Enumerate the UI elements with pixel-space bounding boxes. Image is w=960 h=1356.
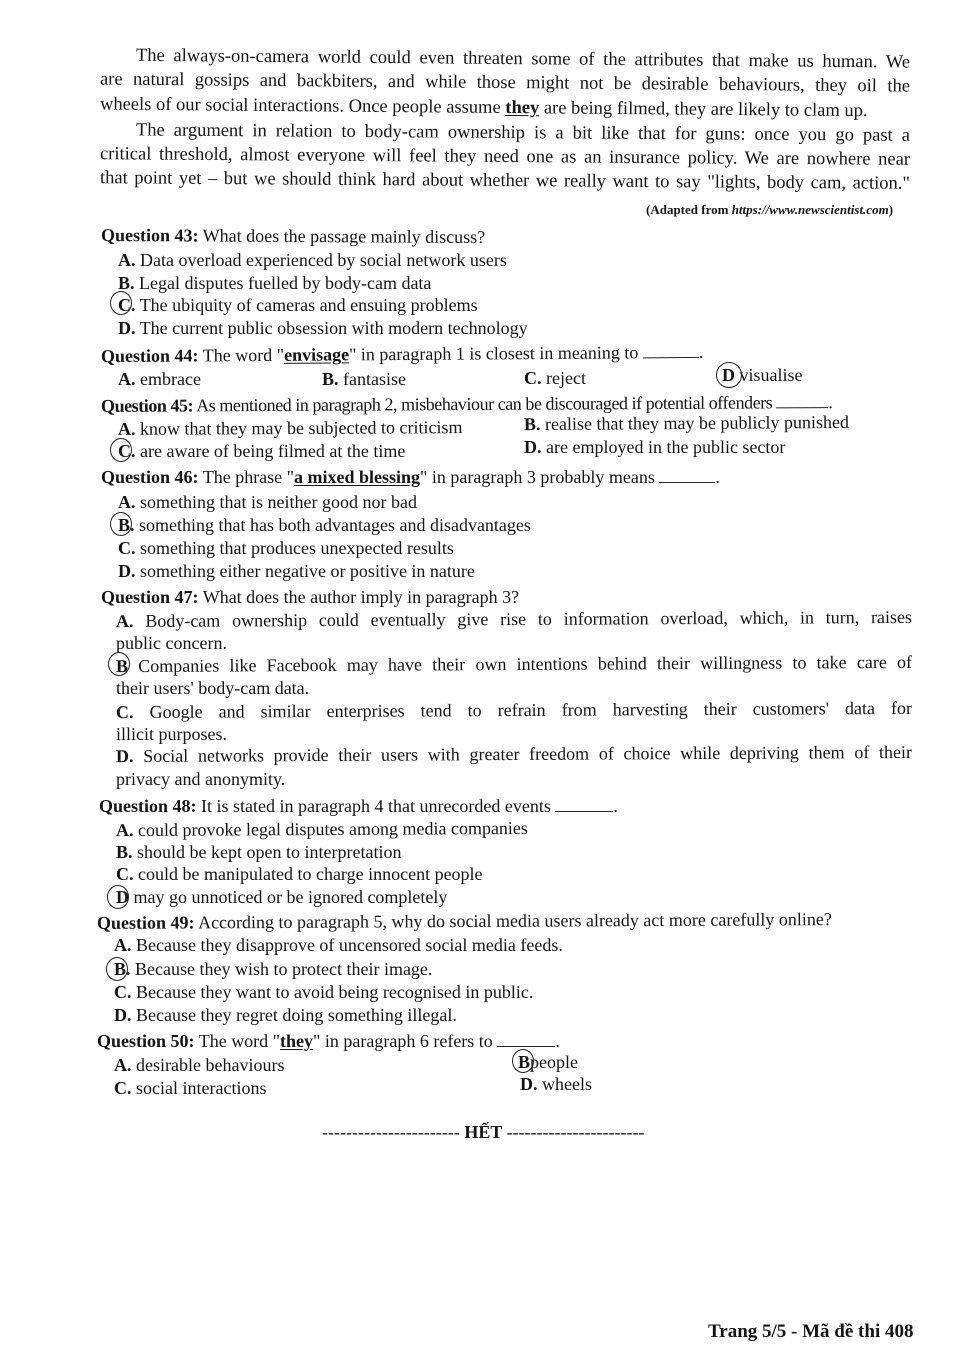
q45-option-c[interactable]: C. are aware of being filmed at the time bbox=[118, 441, 406, 461]
question-47: Question 47: What does the author imply in paragraph 3? bbox=[101, 587, 520, 607]
phrase-mixed-blessing: a mixed blessing bbox=[294, 467, 421, 487]
q48-option-b[interactable]: B. should be kept open to interpretation bbox=[116, 842, 402, 862]
q49-option-c[interactable]: C. Because they want to avoid being recognised in public. bbox=[114, 982, 534, 1002]
passage-p5-line2: are natural gossips and backbiters, and while those might not be desirable behaviours, they oil the bbox=[99, 69, 911, 97]
passage-p6-line3: that point yet – but we should think hard about whether we really want to say "lights, body cam, action." bbox=[99, 168, 911, 194]
q43-option-d[interactable]: D. The current public obsession with modern technology bbox=[118, 318, 528, 338]
q47-option-a[interactable]: A. Body-cam ownership could eventually give rise to information overload, which, in turn, raises bbox=[115, 606, 913, 632]
question-49: Question 49: According to paragraph 5, why do social media users already act more carefully online? bbox=[96, 909, 832, 933]
question-46: Question 46: The phrase "a mixed blessing" in paragraph 3 probably means . bbox=[101, 467, 720, 487]
q47-option-c[interactable]: C. Google and similar enterprises tend to refrain from harvesting their customers' data for bbox=[115, 697, 913, 723]
word-they-q50: they bbox=[280, 1031, 314, 1051]
q46-option-c[interactable]: C. something that produces unexpected results bbox=[118, 538, 454, 558]
q44-option-c[interactable]: C. reject bbox=[524, 368, 586, 388]
q45-option-b[interactable]: B. realise that they may be publicly punished bbox=[523, 411, 850, 435]
q48-option-d[interactable]: D may go unnoticed or be ignored completely bbox=[116, 887, 448, 907]
passage-p5-line3: wheels of our social interactions. Once people assume they are being filmed, they are likely to clam up. bbox=[99, 94, 868, 122]
q47-option-c-cont: illicit purposes. bbox=[116, 724, 227, 744]
page-number: Trang 5/5 - Mã đề thi 408 bbox=[708, 1321, 914, 1342]
q48-option-c[interactable]: C. could be manipulated to charge innocent people bbox=[116, 864, 483, 884]
q46-option-d[interactable]: D. something either negative or positive in nature bbox=[118, 561, 475, 581]
answer-blank bbox=[659, 468, 715, 483]
q45-option-d[interactable]: D. are employed in the public sector bbox=[524, 437, 786, 457]
answer-blank bbox=[555, 797, 613, 812]
source-citation: (Adapted from https://www.newscientist.com) bbox=[646, 202, 894, 217]
word-envisage: envisage bbox=[283, 344, 350, 365]
q47-option-b-cont: their users' body-cam data. bbox=[116, 678, 310, 698]
q50-option-b[interactable]: Bpeople bbox=[518, 1052, 578, 1072]
q49-option-d[interactable]: D. Because they regret doing something illegal. bbox=[114, 1005, 457, 1025]
end-marker: ----------------------- HẾT ----------------------- bbox=[322, 1122, 645, 1142]
answer-blank bbox=[776, 393, 828, 408]
passage-p6-line1: The argument in relation to body-cam ownership is a bit like that for guns: once you go past a bbox=[135, 120, 911, 146]
q47-option-b[interactable]: B Companies like Facebook may have their own intentions behind their willingness to take care of bbox=[115, 651, 913, 677]
answer-blank bbox=[643, 343, 699, 358]
q43-option-b[interactable]: B. Legal disputes fuelled by body-cam data bbox=[118, 273, 432, 293]
q47-option-d[interactable]: D. Social networks provide their users with greater freedom of choice while depriving them of their bbox=[115, 741, 913, 767]
q50-option-a[interactable]: A. desirable behaviours bbox=[114, 1055, 285, 1075]
q50-option-c[interactable]: C. social interactions bbox=[114, 1078, 267, 1098]
q44-option-b[interactable]: B. fantasise bbox=[322, 369, 406, 389]
q48-option-a[interactable]: A. could provoke legal disputes among media companies bbox=[115, 817, 528, 841]
q44-option-d[interactable]: D visualise bbox=[722, 365, 803, 385]
word-they: they bbox=[505, 98, 540, 119]
answer-blank bbox=[497, 1032, 555, 1047]
question-48: Question 48: It is stated in paragraph 4 that unrecorded events . bbox=[99, 796, 618, 816]
passage-p6-line2: critical threshold, almost everyone will feel they need one as an insurance policy. We are nowhere near bbox=[99, 144, 911, 170]
q46-option-b[interactable]: B. something that has both advantages and disadvantages bbox=[118, 515, 531, 535]
question-43: Question 43: What does the passage mainly discuss? bbox=[100, 224, 486, 248]
q49-option-a[interactable]: A. Because they disapprove of uncensored social media feeds. bbox=[114, 935, 563, 955]
passage-p5-line1: The always-on-camera world could even threaten some of the attributes that make us human. We bbox=[135, 45, 911, 73]
q45-option-a[interactable]: A. know that they may be subjected to criticism bbox=[117, 417, 463, 439]
q43-option-c[interactable]: C. The ubiquity of cameras and ensuing problems bbox=[118, 295, 478, 315]
q43-option-a[interactable]: A. Data overload experienced by social network users bbox=[118, 250, 507, 270]
question-44: Question 44: The word "envisage" in paragraph 1 is closest in meaning to . bbox=[100, 341, 704, 367]
question-50: Question 50: The word "they" in paragraph 6 refers to . bbox=[97, 1031, 560, 1051]
q50-option-d[interactable]: D. wheels bbox=[520, 1074, 592, 1094]
q47-option-d-cont: privacy and anonymity. bbox=[116, 769, 286, 789]
q46-option-a[interactable]: A. something that is neither good nor bad bbox=[118, 492, 417, 512]
q49-option-b[interactable]: B. Because they wish to protect their image. bbox=[114, 959, 433, 979]
q44-option-a[interactable]: A. embrace bbox=[118, 369, 201, 389]
question-45: Question 45: As mentioned in paragraph 2, misbehaviour can be discouraged if potential offenders . bbox=[100, 392, 833, 416]
q47-option-a-cont: public concern. bbox=[116, 633, 227, 653]
